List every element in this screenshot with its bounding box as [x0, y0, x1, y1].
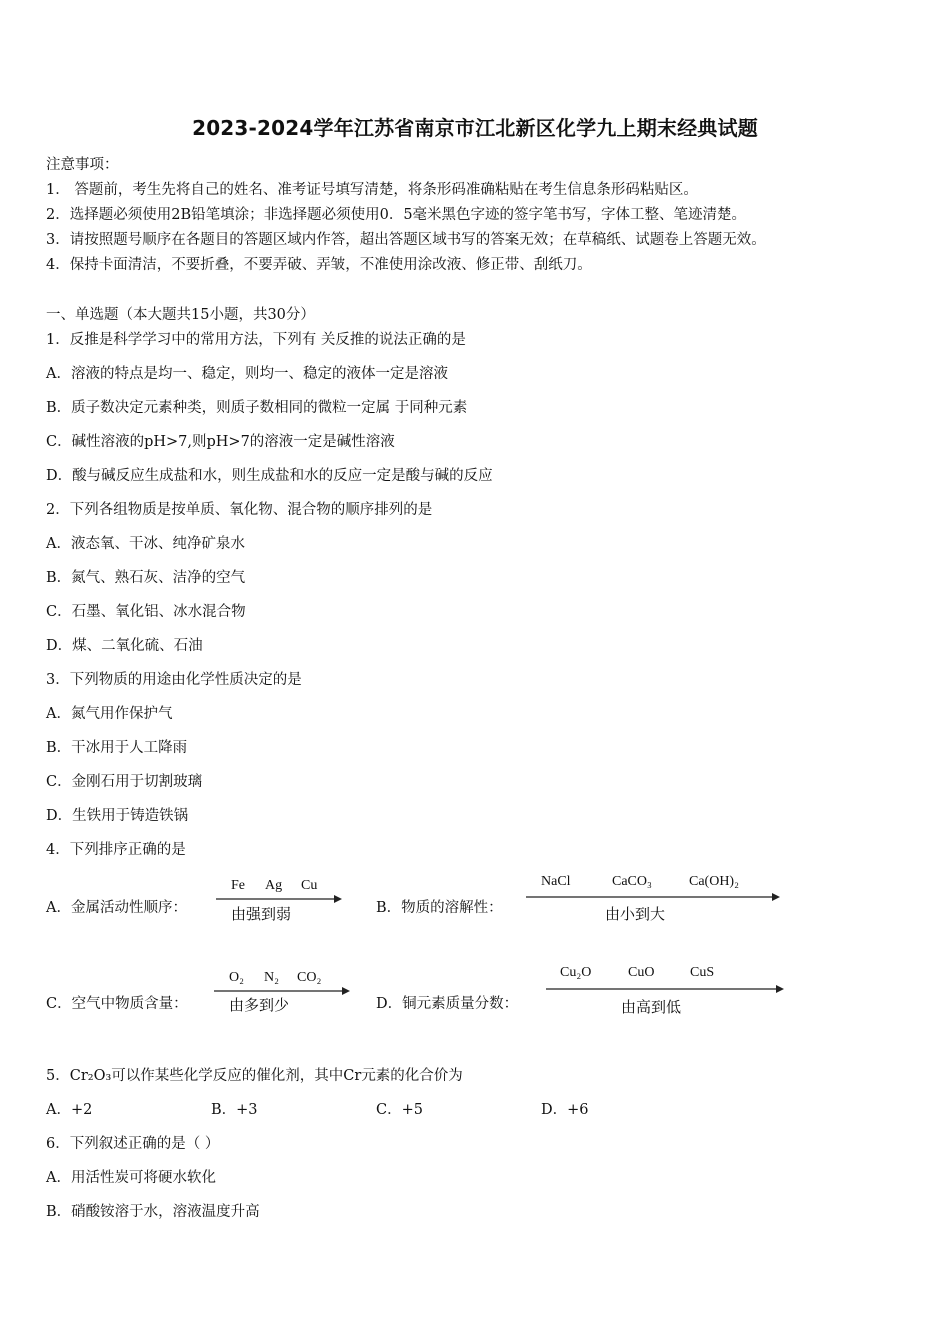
q4b-item-1: NaCl: [541, 874, 571, 889]
q5-element: Cr: [343, 1068, 362, 1084]
question-5-option-a: A．+2: [46, 1102, 93, 1118]
question-5-option-c: C．+5: [376, 1102, 423, 1118]
question-2-stem: 2．下列各组物质是按单质、氧化物、混合物的顺序排列的是: [46, 502, 433, 518]
notice-heading: 注意事项：: [46, 157, 119, 173]
q4c-item-3: CO₂: [297, 970, 322, 985]
q5-mid: 可以作某些化学反应的催化剂，其中: [111, 1068, 344, 1084]
question-4-stem: 4．下列排序正确的是: [46, 842, 186, 858]
notice-item-2: 2．选择题必须使用2B铅笔填涂；非选择题必须使用0．5毫米黑色字迹的签字笔书写，字体工整、笔迹清楚。: [46, 207, 747, 223]
question-5-option-b: B．+3: [211, 1102, 258, 1118]
q4a-item-3: Cu: [301, 878, 318, 893]
q4b-under-label: 由小到大: [605, 905, 666, 923]
q4c-item-2: N₂: [264, 970, 279, 985]
q5-post: 元素的化合价为: [361, 1068, 463, 1084]
question-6-option-a: A．用活性炭可将硬水软化: [46, 1170, 216, 1186]
question-6-option-b: B．硝酸铵溶于水，溶液温度升高: [46, 1204, 260, 1220]
question-4-option-a-label: A．金属活动性顺序：: [46, 900, 187, 916]
notice-item-3: 3．请按照题号顺序在各题目的答题区域内作答，超出答题区域书写的答案无效；在草稿纸、试题卷上答题无效。: [46, 232, 766, 248]
question-3-option-c: C．金刚石用于切割玻璃: [46, 774, 203, 790]
q4c-item-1: O₂: [229, 970, 244, 985]
question-1-stem: 1．反推是科学学习中的常用方法，下列有 关反推的说法正确的是: [46, 332, 466, 348]
q5-formula: Cr₂O₃: [69, 1068, 112, 1084]
q4a-item-1: Fe: [231, 878, 245, 893]
q4d-item-1: Cu₂O: [560, 965, 592, 980]
q4d-item-3: CuS: [690, 965, 715, 980]
notice-item-1: 1． 答题前，考生先将自己的姓名、准考证号填写清楚，将条形码准确粘贴在考生信息条形码粘贴区。: [46, 182, 698, 198]
question-2-option-b: B．氮气、熟石灰、洁净的空气: [46, 570, 246, 586]
question-1-option-a: A．溶液的特点是均一、稳定，则均一、稳定的液体一定是溶液: [46, 366, 448, 382]
question-3-option-d: D．生铁用于铸造铁锅: [46, 808, 189, 824]
question-5-option-d: D．+6: [541, 1102, 589, 1118]
question-1-option-b: B．质子数决定元素种类，则质子数相同的微粒一定属 于同种元素: [46, 400, 468, 416]
question-4-option-b-label: B．物质的溶解性：: [376, 900, 503, 916]
q4c-under-label: 由多到少: [229, 996, 290, 1014]
q4b-arrow: [526, 891, 780, 903]
question-3-option-b: B．干冰用于人工降雨: [46, 740, 188, 756]
q4d-under-label: 由高到低: [621, 998, 682, 1016]
question-2-option-d: D．煤、二氧化硫、石油: [46, 638, 203, 654]
question-5-stem: [46, 1064, 463, 1085]
q4d-item-2: CuO: [628, 965, 655, 980]
section-heading: 一、单选题（本大题共15小题，共30分）: [46, 307, 315, 323]
q4a-under-label: 由强到弱: [231, 905, 292, 923]
question-3-option-a: A．氮气用作保护气: [46, 706, 173, 722]
question-4-option-d-label: D．铜元素质量分数：: [376, 996, 519, 1012]
page-title: 2023-2024学年江苏省南京市江北新区化学九上期末经典试题: [192, 116, 758, 140]
notice-item-4: 4．保持卡面清洁，不要折叠，不要弄破、弄皱，不准使用涂改液、修正带、刮纸刀。: [46, 257, 592, 273]
question-1-option-d: D．酸与碱反应生成盐和水，则生成盐和水的反应一定是酸与碱的反应: [46, 468, 493, 484]
question-6-stem: 6．下列叙述正确的是（ ）: [46, 1136, 220, 1152]
q4a-item-2: Ag: [265, 878, 283, 893]
question-4-option-c-label: C．空气中物质含量：: [46, 996, 188, 1012]
question-3-stem: 3．下列物质的用途由化学性质决定的是: [46, 672, 302, 688]
question-1-option-c: C．碱性溶液的pH>7,则pH>7的溶液一定是碱性溶液: [46, 434, 395, 450]
question-2-option-c: C．石墨、氧化铝、冰水混合物: [46, 604, 246, 620]
q4b-item-2: CaCO₃: [612, 874, 652, 889]
q4d-arrow: [546, 983, 784, 995]
q5-prefix: 5．: [46, 1068, 70, 1084]
q4b-item-3: Ca(OH)₂: [689, 874, 739, 889]
question-2-option-a: A．液态氧、干冰、纯净矿泉水: [46, 536, 245, 552]
